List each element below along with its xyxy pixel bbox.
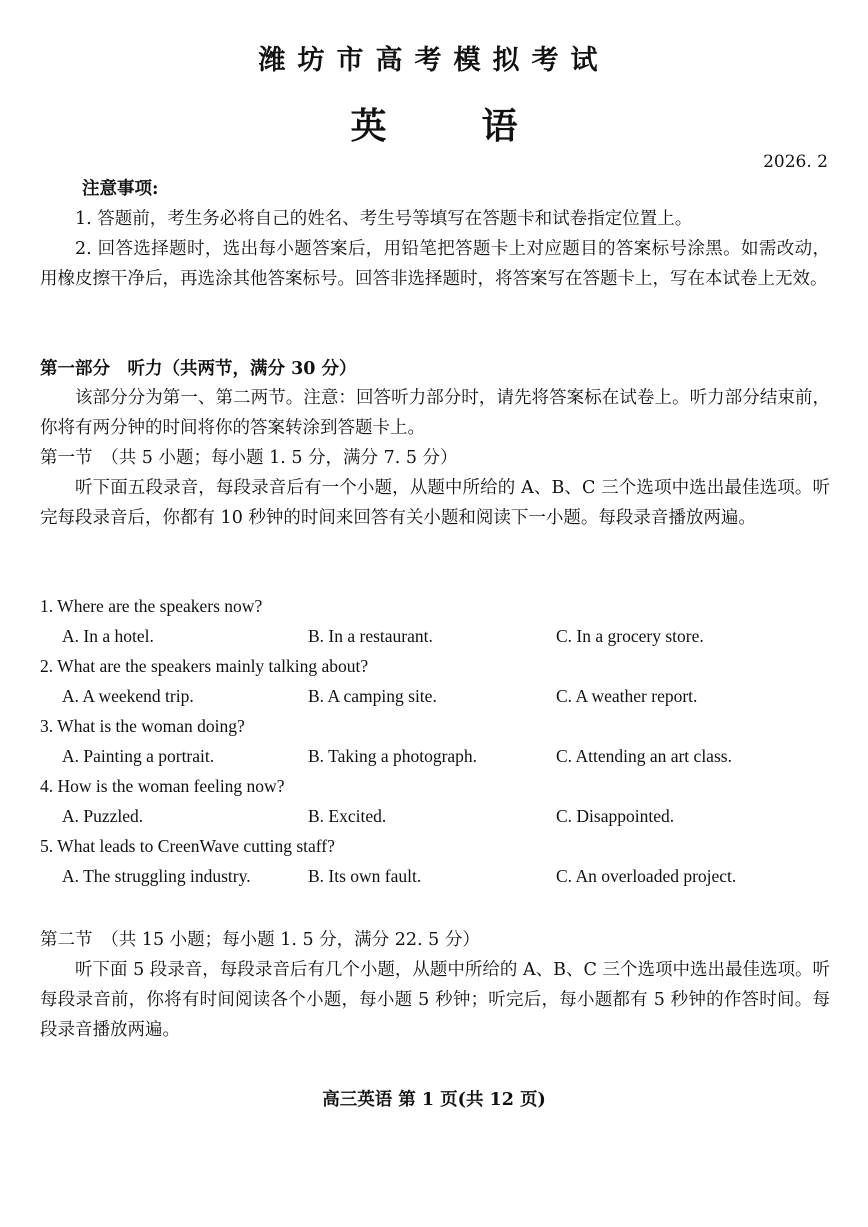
- option-a: A. Painting a portrait.: [62, 746, 215, 766]
- option-a: A. Puzzled.: [62, 806, 144, 826]
- option-b: B. Its own fault.: [308, 866, 422, 886]
- question-stem: 1. Where are the speakers now?: [40, 596, 263, 616]
- option-b: B. A camping site.: [308, 686, 437, 706]
- question-stem: 5. What leads to CreenWave cutting staff?: [40, 836, 335, 856]
- section1-instructions: 听下面五段录音，每段录音后有一个小题，从题中所给的 A、B、C 三个选项中选出最佳选项。听完每段录音后，你都有 10 秒钟的时间来回答有关小题和阅读下一小题。每段录音播放两遍。: [40, 478, 830, 528]
- exam-title: 潍坊市高考模拟考试: [258, 45, 610, 76]
- exam-date: 2026. 2: [763, 152, 828, 172]
- option-c: C. Attending an art class.: [556, 746, 732, 766]
- question-stem: 3. What is the woman doing?: [40, 716, 245, 736]
- section1-heading: 第一节 （共 5 小题；每小题 1. 5 分，满分 7. 5 分）: [40, 448, 458, 468]
- notes-heading: 注意事项:: [82, 179, 159, 199]
- section2-instructions: 听下面 5 段录音，每段录音后有几个小题，从题中所给的 A、B、C 三个选项中选出最佳选项。听每段录音前，你将有时间阅读各个小题，每小题 5 秒钟；听完后，每小题都有 5 秒钟的作答时间。每段录音播放两遍。: [40, 960, 830, 1040]
- subject-char-2: 语: [481, 105, 518, 147]
- part1-intro: 该部分分为第一、第二两节。注意：回答听力部分时，请先将答案标在试卷上。听力部分结束前，你将有两分钟的时间将你的答案转涂到答题卡上。: [40, 388, 830, 438]
- section2-heading: 第二节 （共 15 小题；每小题 1. 5 分，满分 22. 5 分）: [40, 930, 480, 950]
- notes-item-2: 2. 回答选择题时，选出每小题答案后，用铅笔把答题卡上对应题目的答案标号涂黑。如需改动，用橡皮擦干净后，再选涂其他答案标号。回答非选择题时，将答案写在答题卡上，写在本试卷上无效。: [40, 239, 830, 289]
- option-c: C. Disappointed.: [556, 806, 675, 826]
- subject-title: [0, 98, 868, 149]
- option-b: B. In a restaurant.: [308, 626, 433, 646]
- notes-item-1: 1. 答题前，考生务必将自己的姓名、考生号等填写在答题卡和试卷指定位置上。: [75, 209, 693, 229]
- option-b: B. Taking a photograph.: [308, 746, 478, 766]
- option-a: A. The struggling industry.: [62, 866, 251, 886]
- option-a: A. In a hotel.: [62, 626, 154, 646]
- question-stem: 4. How is the woman feeling now?: [40, 776, 285, 796]
- option-c: C. An overloaded project.: [556, 866, 737, 886]
- option-a: A. A weekend trip.: [62, 686, 194, 706]
- page-footer: 高三英语 第 1 页(共 12 页): [322, 1090, 546, 1110]
- part1-heading: 第一部分 听力（共两节，满分 30 分）: [40, 359, 357, 379]
- option-b: B. Excited.: [308, 806, 387, 826]
- option-c: C. A weather report.: [556, 686, 698, 706]
- subject-char-1: 英: [350, 105, 387, 147]
- option-c: C. In a grocery store.: [556, 626, 704, 646]
- question-stem: 2. What are the speakers mainly talking about?: [40, 656, 369, 676]
